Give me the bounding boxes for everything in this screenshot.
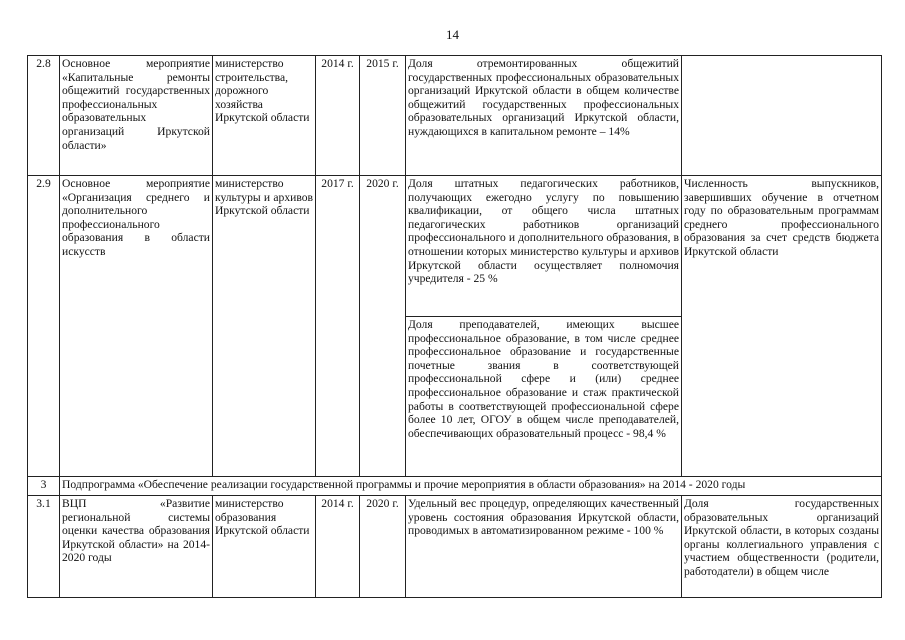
row-number: 2.9 — [28, 176, 60, 477]
row-number: 2.8 — [28, 56, 60, 176]
end-year: 2020 г. — [360, 176, 406, 477]
start-year: 2014 г. — [316, 496, 360, 598]
indicator: Удельный вес процедур, определяющих качественный уровень состояния образования Иркутской области, проводимых в автоматизированном режиме - 100 % — [406, 496, 682, 598]
start-year: 2014 г. — [316, 56, 360, 176]
indicator: Доля штатных педагогических работников, получающих ежегодно услугу по повышению квалификации, от общего числа штатных педагогических работников организаций профессионального и дополнительного образования, в отношении которых министерство культуры и архивов Иркутской области осуществляет полномочия учредителя - 25 % — [406, 176, 682, 317]
executor: министерство образования Иркутской области — [213, 496, 316, 598]
executor: министерство строительства, дорожного хозяйства Иркутской области — [213, 56, 316, 176]
row-number: 3 — [28, 477, 60, 496]
start-year: 2017 г. — [316, 176, 360, 477]
result: Численность выпускников, завершивших обучение в отчетном году по образовательным программам среднего профессионального образования за счет средств бюджета Иркутской области — [682, 176, 882, 477]
measure-name: ВЦП «Развитие региональной системы оценки качества образования Иркутской области» на 2014-2020 годы — [60, 496, 213, 598]
table-row — [28, 477, 882, 496]
table-row — [28, 496, 882, 598]
result — [682, 56, 882, 176]
indicator: Доля отремонтированных общежитий государственных профессиональных образовательных организаций Иркутской области в общем количестве общежитий государственных профессиональных образовательных организаций Иркутской области, нуждающихся в капитальном ремонте – 14% — [406, 56, 682, 176]
row-number: 3.1 — [28, 496, 60, 598]
result: Доля государственных образовательных организаций Иркутской области, в которых созданы органы коллегиального управления с участием общественности (родители, работодатели) в общем числе — [682, 496, 882, 598]
table-row — [28, 176, 882, 317]
measure-name: Основное мероприятие «Капитальные ремонты общежитий государственных профессиональных образовательных организаций Иркутской области» — [60, 56, 213, 176]
executor: министерство культуры и архивов Иркутской области — [213, 176, 316, 477]
program-table — [27, 55, 882, 598]
page-number: 14 — [446, 27, 459, 42]
end-year: 2020 г. — [360, 496, 406, 598]
table-row — [28, 56, 882, 176]
indicator-secondary: Доля преподавателей, имеющих высшее профессиональное образование, в том числе среднее профессиональное образование и государственные почетные звания в соответствующей профессиональной сфере и (или) среднее профессиональное образование и стаж практической работы в соответствующей профессиональной сфере более 10 лет, ОГОУ в общем числе преподавателей, обеспечивающих образовательный процесс - 98,4 % — [406, 317, 682, 477]
measure-name: Основное мероприятие «Организация среднего и дополнительного профессионального образования в области искусств — [60, 176, 213, 477]
end-year: 2015 г. — [360, 56, 406, 176]
subprogram-title: Подпрограмма «Обеспечение реализации государственной программы и прочие мероприятия в области образования» на 2014 - 2020 годы — [60, 477, 882, 496]
